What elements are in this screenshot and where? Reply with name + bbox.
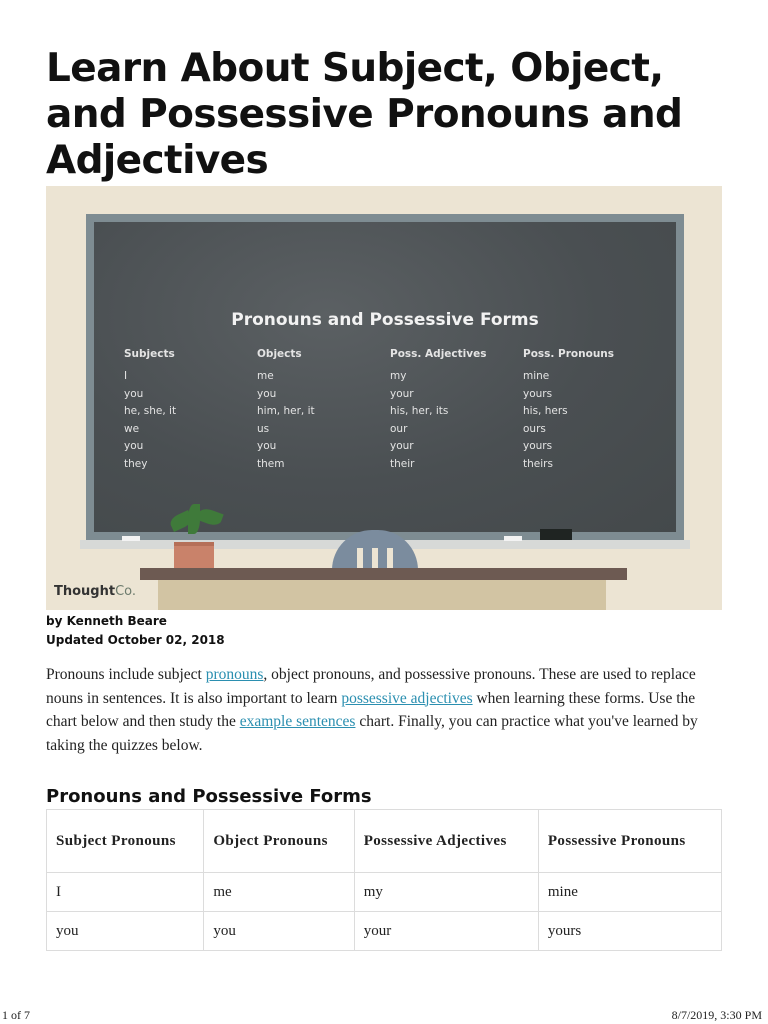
board-item: my bbox=[390, 370, 407, 382]
pronoun-table bbox=[46, 809, 722, 951]
board-item: you bbox=[124, 440, 144, 452]
table-header: Possessive Pronouns bbox=[538, 810, 721, 873]
example-sentences-link[interactable]: example sentences bbox=[239, 713, 356, 730]
board-item: mine bbox=[523, 370, 550, 382]
board-item: yours bbox=[523, 387, 553, 400]
board-item: our bbox=[390, 422, 408, 435]
board-column-poss-pronouns bbox=[523, 348, 648, 473]
board-column-header: Subjects bbox=[124, 348, 175, 360]
board-item: I bbox=[124, 370, 128, 382]
table-cell: yours bbox=[538, 912, 721, 951]
print-timestamp: 8/7/2019, 3:30 PM bbox=[671, 1008, 762, 1022]
chalk-piece bbox=[504, 536, 522, 541]
board-item: their bbox=[390, 457, 415, 470]
table-header: Subject Pronouns bbox=[47, 810, 204, 873]
table-cell: you bbox=[204, 912, 354, 951]
author: by Kenneth Beare bbox=[46, 614, 167, 628]
board-item: me bbox=[257, 370, 274, 382]
article-title: Learn About Subject, Object, and Possessive Pronouns and Adjectives bbox=[46, 46, 683, 183]
board-item: you bbox=[257, 440, 277, 452]
board-item: we bbox=[124, 422, 140, 435]
intro-text: when learning these forms. Use the chart below and then study the bbox=[46, 689, 696, 730]
desk-front bbox=[158, 580, 606, 610]
chalkboard bbox=[94, 222, 676, 532]
table-cell: you bbox=[47, 912, 204, 951]
board-item: theirs bbox=[523, 457, 553, 470]
board-item: they bbox=[124, 457, 148, 470]
table-header-row bbox=[47, 810, 722, 873]
pronouns-link[interactable]: pronouns bbox=[205, 666, 264, 683]
table-cell: me bbox=[204, 873, 354, 912]
table-cell: mine bbox=[538, 873, 721, 912]
logo-text: Thought bbox=[54, 584, 116, 599]
board-item: his, her, its bbox=[390, 405, 449, 417]
possessive-adjectives-link[interactable]: possessive adjectives bbox=[341, 689, 473, 707]
thoughtco-logo bbox=[54, 584, 136, 599]
intro-text: , object pronouns, and possessive pronouns. These are used to replace nouns in sentences. It is also important to learn bbox=[46, 666, 696, 707]
board-column-header: Poss. Adjectives bbox=[390, 348, 487, 360]
chalk-piece bbox=[122, 536, 140, 541]
table-cell: my bbox=[354, 873, 538, 912]
board-item: your bbox=[390, 387, 414, 400]
board-column-header: Poss. Pronouns bbox=[523, 348, 615, 360]
intro-text: chart. Finally, you can practice what you've learned by taking the quizzes below. bbox=[46, 713, 698, 754]
table-row bbox=[47, 873, 722, 912]
table-cell: I bbox=[47, 873, 204, 912]
table-header: Object Pronouns bbox=[204, 810, 354, 873]
board-item: yours bbox=[523, 440, 553, 452]
board-item: his, hers bbox=[523, 405, 568, 417]
board-item: you bbox=[257, 387, 277, 400]
board-item: you bbox=[124, 387, 144, 400]
board-item: him, her, it bbox=[257, 405, 315, 417]
chair-slot bbox=[387, 548, 393, 568]
board-column-objects bbox=[257, 348, 382, 473]
board-item: he, she, it bbox=[124, 405, 177, 417]
intro-text: Pronouns include subject bbox=[46, 666, 206, 683]
chalkboard-title: Pronouns and Possessive Forms bbox=[231, 310, 539, 330]
table-header: Possessive Adjectives bbox=[354, 810, 538, 873]
eraser bbox=[540, 529, 572, 540]
intro-paragraph bbox=[46, 663, 726, 757]
table-row bbox=[47, 912, 722, 951]
board-column-subjects bbox=[124, 348, 249, 473]
updated-date: Updated October 02, 2018 bbox=[46, 633, 225, 647]
chair-slot bbox=[357, 548, 363, 568]
section-title: Pronouns and Possessive Forms bbox=[46, 786, 372, 807]
chair-slot bbox=[372, 548, 378, 568]
desk-top bbox=[140, 568, 627, 580]
page-number: 1 of 7 bbox=[2, 1008, 30, 1022]
byline bbox=[46, 612, 225, 650]
logo-suffix: Co. bbox=[115, 584, 137, 599]
board-column-poss-adjectives bbox=[390, 348, 515, 473]
board-item: your bbox=[390, 440, 414, 452]
board-item: us bbox=[257, 422, 270, 435]
table-cell: your bbox=[354, 912, 538, 951]
board-item: them bbox=[257, 457, 285, 470]
board-column-header: Objects bbox=[257, 348, 302, 360]
board-item: ours bbox=[523, 422, 546, 435]
hero-image bbox=[46, 186, 722, 610]
